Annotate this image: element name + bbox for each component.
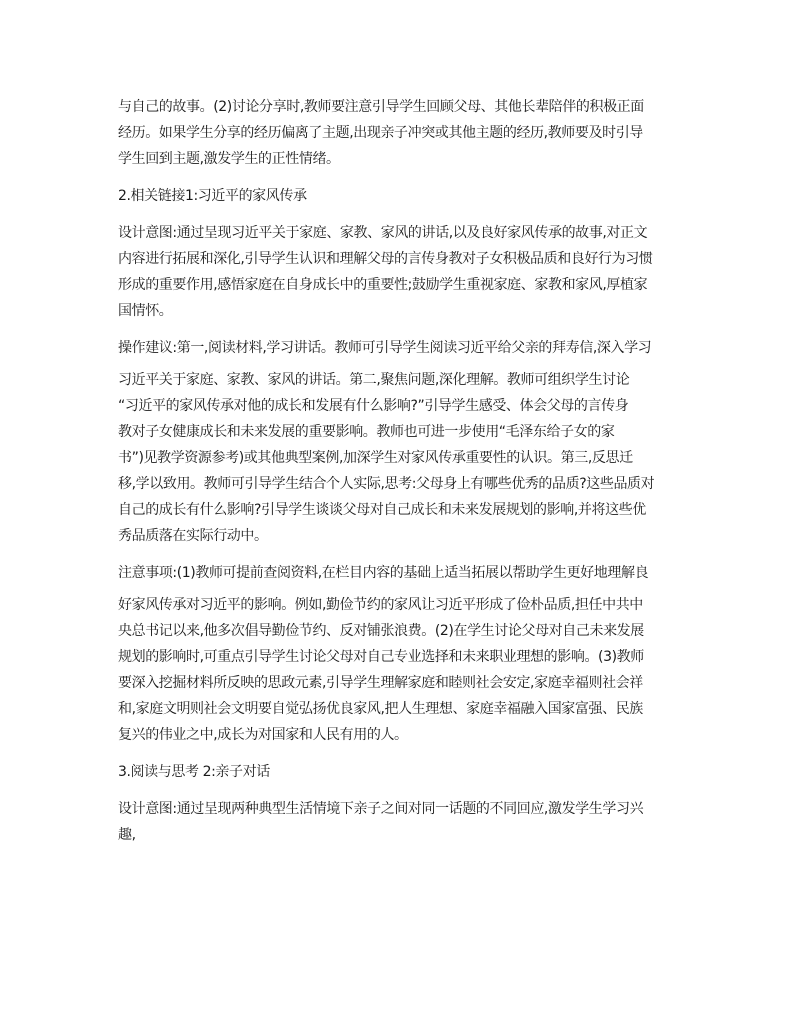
text-line: 教对子女健康成长和未来发展的重要影响。教师也可进一步使用“毛泽东给子女的家	[118, 424, 615, 440]
section-heading-reading-thinking-2: 3.阅读与思考 2:亲子对话	[118, 764, 270, 780]
text-line: 央总书记以来,他多次倡导勤俭节约、反对铺张浪费。(2)在学生讨论父母对自己未来发展	[118, 623, 644, 639]
text-line: 学生回到主题,激发学生的正性情绪。	[118, 151, 340, 167]
text-line: 自己的成长有什么影响?引导学生谈谈父母对自己成长和未来发展规划的影响,并将这些优	[118, 502, 646, 518]
text-line: 规划的影响时,可重点引导学生讨论父母对自己专业选择和未来职业理想的影响。(3)教师	[118, 649, 644, 665]
text-line: 设计意图:通过呈现习近平关于家庭、家教、家风的讲话,以及良好家风传承的故事,对正文	[118, 225, 648, 241]
text-line: 与自己的故事。(2)讨论分享时,教师要注意引导学生回顾父母、其他长辈陪伴的积极正面	[118, 99, 644, 115]
text-line: 国情怀。	[118, 303, 173, 319]
paragraph-1	[118, 94, 684, 172]
text-line: 内容进行拓展和深化,引导学生认识和理解父母的言传身教对子女积极品质和良好行为习惯	[118, 251, 653, 267]
text-line: 操作建议:第一,阅读材料,学习讲话。教师可引导学生阅读习近平给父亲的拜寿信,深入学习	[118, 340, 652, 356]
text-line: 要深入挖掘材料所反映的思政元素,引导学生理解家庭和睦则社会安定,家庭幸福则社会祥	[118, 675, 643, 691]
paragraph-operation-suggestions	[118, 335, 684, 549]
paragraph-design-intent	[118, 220, 684, 324]
section-heading-related-link-1: 2.相关链接1:习近平的家风传承	[118, 188, 307, 204]
text-line: 和,家庭文明则社会文明要自觉弘扬优良家风,把人生理想、家庭幸福融入国家富强、民族	[118, 701, 643, 717]
text-line: 形成的重要作用,感悟家庭在自身成长中的重要性;鼓励学生重视家庭、家教和家风,厚植家	[118, 277, 648, 293]
document-page	[118, 94, 684, 848]
text-line: 复兴的伟业之中,成长为对国家和人民有用的人。	[118, 727, 408, 743]
text-line: 设计意图:通过呈现两种典型生活情境下亲子之间对同一话题的不同回应,激发学生学习兴	[118, 801, 644, 817]
paragraph-notes	[118, 560, 684, 748]
text-line: “习近平的家风传承对他的成长和发展有什么影响?”引导学生感受、体会父母的言传身	[118, 398, 629, 414]
text-line: 书”)见教学资源参考)或其他典型案例,加深学生对家风传承重要性的认识。第三,反思迁	[118, 450, 633, 466]
text-line: 移,学以致用。教师可引导学生结合个人实际,思考:父母身上有哪些优秀的品质?这些品质对	[118, 476, 655, 492]
text-line: 经历。如果学生分享的经历偏离了主题,出现亲子冲突或其他主题的经历,教师要及时引导	[118, 125, 643, 141]
text-line: 趣,	[118, 827, 136, 843]
text-line: 注意事项:(1)教师可提前查阅资料,在栏目内容的基础上适当拓展以帮助学生更好地理解良	[118, 565, 649, 581]
text-line: 秀品质落在实际行动中。	[118, 528, 268, 544]
text-line: 习近平关于家庭、家教、家风的讲话。第二,聚焦问题,深化理解。教师可组织学生讨论	[118, 372, 630, 388]
paragraph-design-intent-2	[118, 796, 684, 848]
text-line: 好家风传承对习近平的影响。例如,勤俭节约的家风让习近平形成了俭朴品质,担任中共中	[118, 597, 643, 613]
